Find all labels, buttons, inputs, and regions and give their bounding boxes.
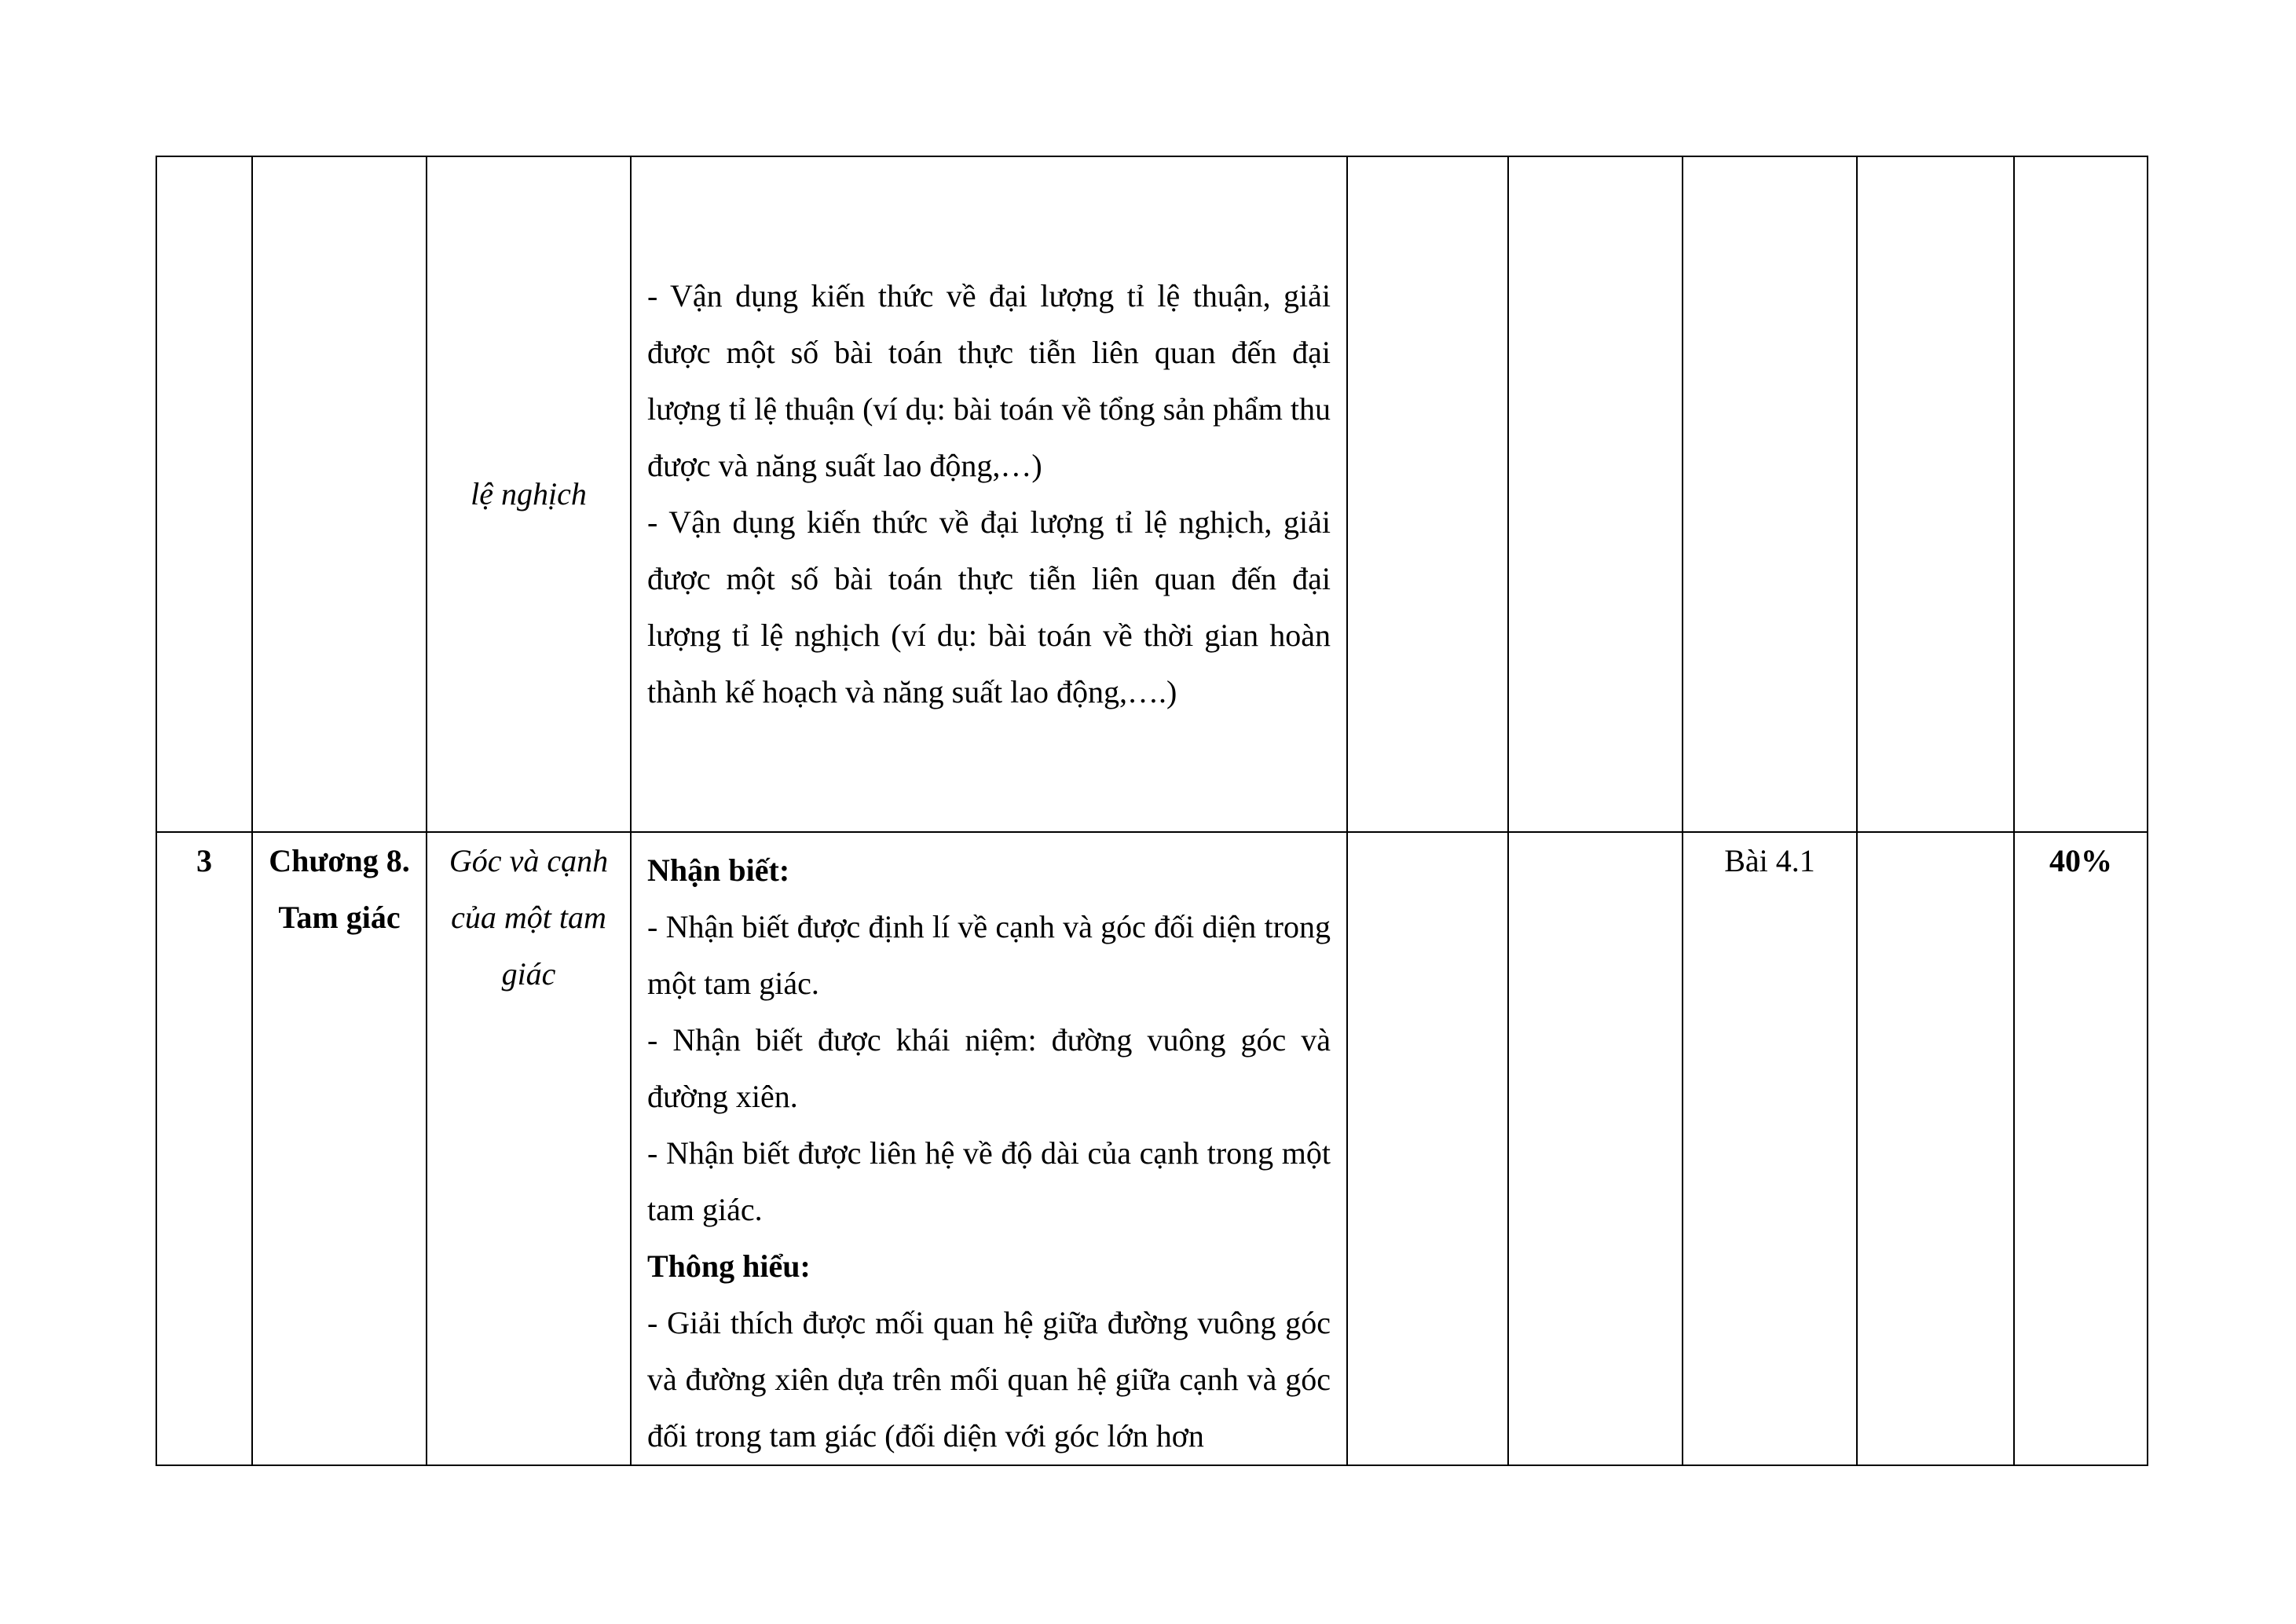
empty-cell [1683,156,1857,832]
topic-text: lệ nghịch [471,476,587,511]
number-cell [156,832,252,1465]
chapter-cell [252,832,427,1465]
content-line: - Nhận biết được liên hệ về độ dài của cạnh trong một tam giác. [647,1135,1331,1227]
exercise-text: Bài 4.1 [1724,843,1815,878]
empty-cell [1857,832,2014,1465]
content-line: - Nhận biết được định lí về cạnh và góc đối diện trong một tam giác. [647,909,1331,1001]
content-line: - Nhận biết được khái niệm: đường vuông góc và đường xiên. [647,1022,1331,1114]
empty-cell [1508,832,1683,1465]
curriculum-table [156,156,2148,1466]
empty-cell [1857,156,2014,832]
empty-cell [1347,832,1508,1465]
topic-cell [427,156,631,832]
row-number: 3 [196,843,212,878]
topic-text: Góc và cạnh của một tam giác [449,843,609,992]
content-cell [631,156,1347,832]
number-cell [156,156,252,832]
level-heading: Thông hiểu: [647,1248,811,1284]
empty-cell [2014,156,2148,832]
content-line: - Vận dụng kiến thức về đại lượng tỉ lệ thuận, giải được một số bài toán thực tiễn liên quan đến đại lượng tỉ lệ thuận (ví dụ: bài toán về tổng sản phẩm thu được và năng suất lao động,…) [647,278,1331,483]
empty-cell [1347,156,1508,832]
chapter-text: Chương 8. Tam giác [269,843,410,935]
content-line: - Giải thích được mối quan hệ giữa đường vuông góc và đường xiên dựa trên mối quan hệ giữa cạnh và góc đối trong tam giác (đối diện với góc lớn hơn [647,1305,1331,1454]
topic-cell [427,832,631,1465]
table-row [156,832,2148,1465]
percent-cell [2014,832,2148,1465]
exercise-cell [1683,832,1857,1465]
content-line: - Vận dụng kiến thức về đại lượng tỉ lệ nghịch, giải được một số bài toán thực tiễn liên quan đến đại lượng tỉ lệ nghịch (ví dụ: bài toán về thời gian hoàn thành kế hoạch và năng suất lao động,….) [647,504,1331,709]
table-row [156,156,2148,832]
empty-cell [1508,156,1683,832]
chapter-cell [252,156,427,832]
percent-text: 40% [2049,843,2112,878]
content-cell [631,832,1347,1465]
level-heading: Nhận biết: [647,852,790,888]
